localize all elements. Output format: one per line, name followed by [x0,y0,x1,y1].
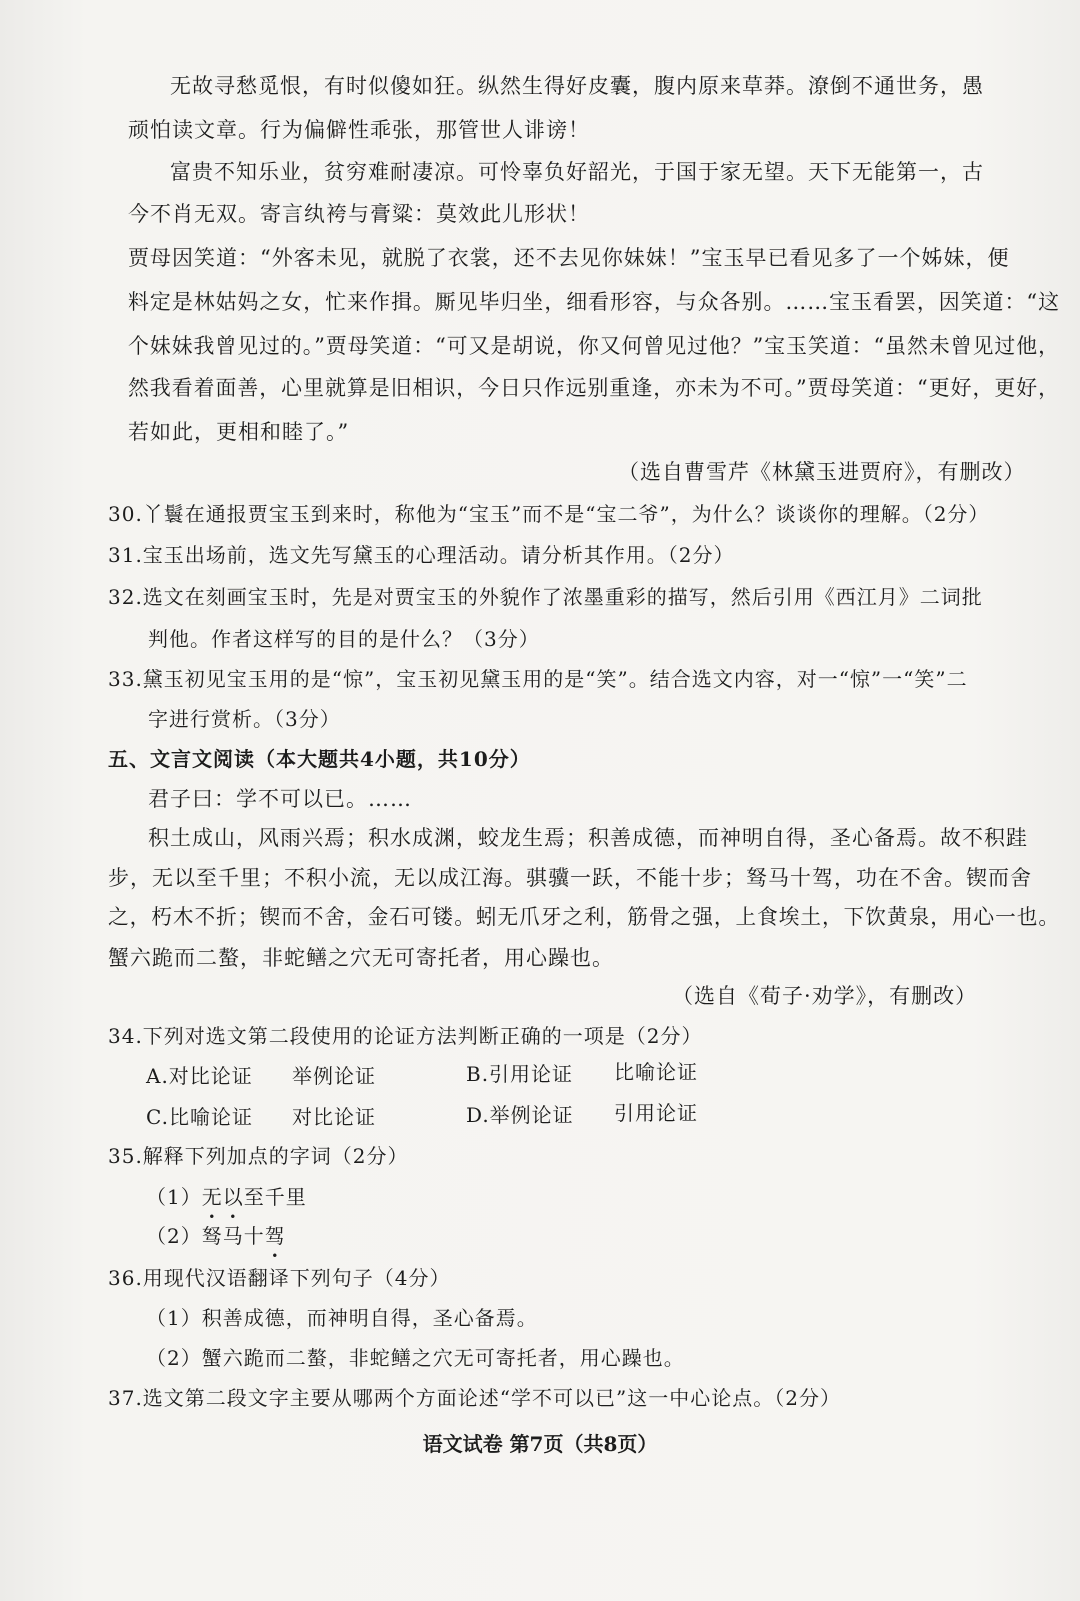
passage1-line-5: 贾母因笑道：“外客未见，就脱了衣裳，还不去见你妹妹！”宝玉早已看见多了一个姊妹，便 [128,246,1010,270]
dotted-word-wu: 无 [201,1185,223,1209]
question-35-item-2-prefix: （2）驽马十 [146,1224,265,1248]
question-33-line-1: 33.黛玉初见宝玉用的是“惊”，宝玉初见黛玉用的是“笑”。结合选文内容，对一“惊”一“笑”二 [108,667,968,691]
page-footer: 语文试卷 第7页（共8页） [422,1432,658,1456]
passage1-line-9: 若如此，更相和睦了。” [128,420,350,444]
dotted-word-jia: 驾 [264,1224,286,1248]
question-35-item-2 [146,1222,286,1250]
question-31: 31.宝玉出场前，选文先写黛玉的心理活动。请分析其作用。（2分） [108,543,735,567]
option-a-second: 举例论证 [292,1064,376,1088]
passage1-line-4: 今不肖无双。寄言纨袴与膏粱：莫效此儿形状！ [128,202,590,226]
passage2-line-1: 君子曰：学不可以已。…… [148,787,412,811]
passage1-line-2: 顽怕读文章。行为偏僻性乖张，那管世人诽谤！ [128,118,590,142]
passage2-line-4: 之，朽木不折；锲而不舍，金石可镂。蚓无爪牙之利，筋骨之强，上食埃土，下饮黄泉，用心一也。 [108,905,1061,929]
question-32-line-2: 判他。作者这样写的目的是什么？（3分） [148,627,540,651]
question-34: 34.下列对选文第二段使用的论证方法判断正确的一项是（2分） [108,1024,703,1048]
option-c-second: 对比论证 [292,1105,376,1129]
question-36-item-1: （1）积善成德，而神明自得，圣心备焉。 [146,1306,538,1330]
question-30: 30.丫鬟在通报贾宝玉到来时，称他为“宝玉”而不是“宝二爷”，为什么？谈谈你的理解。（2分） [108,502,990,526]
passage1-line-7: 个妹妹我曾见过的。”贾母笑道：“可又是胡说，你又何曾见过他？”宝玉笑道：“虽然未曾见过他， [128,334,1060,358]
option-d-second: 引用论证 [614,1101,698,1125]
question-32-line-1: 32.选文在刻画宝玉时，先是对贾宝玉的外貌作了浓墨重彩的描写，然后引用《西江月》二词批 [108,585,983,609]
passage2-source: （选自《荀子·劝学》，有删改） [672,984,978,1008]
section-5-heading: 五、文言文阅读（本大题共4小题，共10分） [108,747,531,771]
question-35-item-1 [146,1183,307,1211]
passage1-source: （选自曹雪芹《林黛玉进贾府》，有删改） [618,460,1026,484]
question-35: 35.解释下列加点的字词（2分） [108,1144,409,1168]
passage1-line-8: 然我看着面善，心里就算是旧相识，今日只作远别重逢，亦未为不可。”贾母笑道：“更好，更好， [128,376,1061,400]
option-d-first: D.举例论证 [466,1103,574,1127]
passage2-line-3: 步，无以至千里；不积小流，无以成江海。骐骥一跃，不能十步；驽马十驾，功在不舍。锲而舍 [108,866,1032,890]
question-35-item-1-prefix: （1） [146,1185,202,1209]
passage1-line-3: 富贵不知乐业，贫穷难耐凄凉。可怜辜负好韶光，于国于家无望。天下无能第一，古 [170,160,984,184]
question-33-line-2: 字进行赏析。（3分） [148,707,341,731]
passage2-line-2: 积土成山，风雨兴焉；积水成渊，蛟龙生焉；积善成德，而神明自得，圣心备焉。故不积跬 [148,826,1028,850]
option-b-first: B.引用论证 [466,1062,574,1086]
dotted-word-yi: 以 [222,1185,244,1209]
question-36: 36.用现代汉语翻译下列句子（4分） [108,1266,451,1290]
passage2-line-5: 蟹六跪而二螯，非蛇鳝之穴无可寄托者，用心躁也。 [108,946,614,970]
option-b-second: 比喻论证 [614,1060,698,1084]
question-35-item-1-suffix: 至千里 [243,1185,307,1209]
question-37: 37.选文第二段文字主要从哪两个方面论述“学不可以已”这一中心论点。（2分） [108,1386,841,1410]
option-c-first: C.比喻论证 [146,1105,253,1129]
question-36-item-2: （2）蟹六跪而二螯，非蛇鳝之穴无可寄托者，用心躁也。 [146,1346,685,1370]
passage1-line-1: 无故寻愁觅恨，有时似傻如狂。纵然生得好皮囊，腹内原来草莽。潦倒不通世务，愚 [170,74,984,98]
option-a-first: A.对比论证 [146,1064,253,1088]
passage1-line-6: 料定是林姑妈之女，忙来作揖。厮见毕归坐，细看形容，与众各别。……宝玉看罢，因笑道：“这 [128,290,1060,314]
